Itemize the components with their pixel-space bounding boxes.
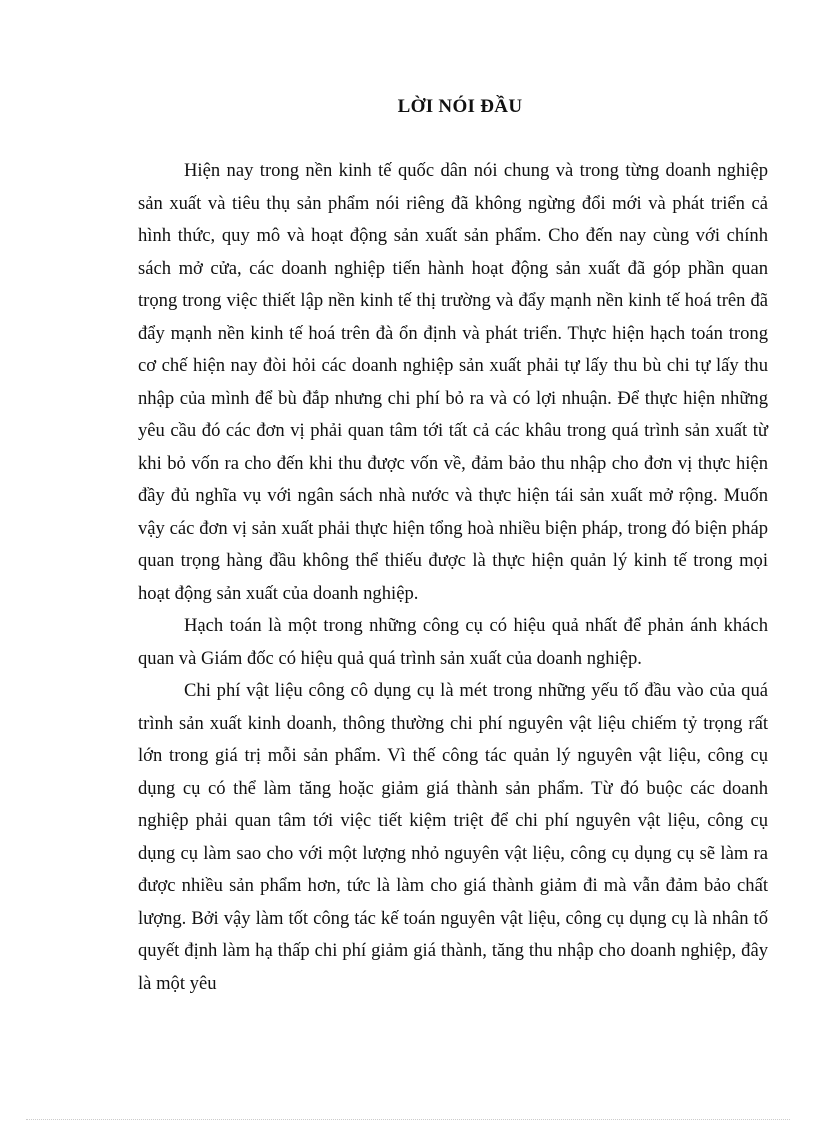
body-text	[138, 155, 768, 1000]
page-title: LỜI NÓI ĐẦU	[397, 96, 523, 117]
page-bottom-divider	[26, 1119, 790, 1120]
paragraph-1: Hiện nay trong nền kinh tế quốc dân nói chung và trong từng doanh nghiệp sản xuất và tiêu thụ sản phẩm nói riêng đã không ngừng đổi mới và phát triển cả hình thức, quy mô và hoạt động sản xuất sản phẩm. Cho đến nay cùng với chính sách mở cửa, các doanh nghiệp tiến hành hoạt động sản xuất đã góp phần quan trọng trong việc thiết lập nền kinh tế thị trường và đẩy mạnh nền kinh tế hoá trên đã đẩy mạnh nền kinh tế hoá trên đà ổn định và phát triển. Thực hiện hạch toán trong cơ chế hiện nay đòi hỏi các doanh nghiệp sản xuất phải tự lấy thu bù chi tự lấy thu nhập của mình để bù đắp nhưng chi phí bỏ ra và có lợi nhuận. Để thực hiện những yêu cầu đó các đơn vị phải quan tâm tới tất cả các khâu trong quá trình sản xuất từ khi bỏ vốn ra cho đến khi thu được vốn về, đảm bảo thu nhập cho đơn vị thực hiện đầy đủ nghĩa vụ với ngân sách nhà nước và thực hiện tái sản xuất mở rộng. Muốn vậy các đơn vị sản xuất phải thực hiện tổng hoà nhiều biện pháp, trong đó biện pháp quan trọng hàng đầu không thể thiếu được là thực hiện quản lý kinh tế trong mọi hoạt động sản xuất của doanh nghiệp.	[138, 160, 768, 604]
paragraph-2: Hạch toán là một trong những công cụ có hiệu quả nhất để phản ánh khách quan và Giám đốc có hiệu quả quá trình sản xuất của doanh nghiệp.	[138, 615, 768, 669]
paragraph-3: Chi phí vật liệu công cô dụng cụ là mét trong những yếu tố đầu vào của quá trình sản xuất kinh doanh, thông thường chi phí nguyên vật liệu chiếm tỷ trọng rất lớn trong giá trị mỗi sản phẩm. Vì thế công tác quản lý nguyên vật liệu, công cụ dụng cụ có thể làm tăng hoặc giảm giá thành sản phẩm. Từ đó buộc các doanh nghiệp phải quan tâm tới việc tiết kiệm triệt để chi phí nguyên vật liệu, công cụ dụng cụ làm sao cho với một lượng nhỏ nguyên vật liệu, công cụ dụng cụ sẽ làm ra được nhiều sản phẩm hơn, tức là làm cho giá thành giảm đi mà vẫn đảm bảo chất lượng. Bởi vậy làm tốt công tác kế toán nguyên vật liệu, công cụ dụng cụ là nhân tố quyết định làm hạ thấp chi phí giảm giá thành, tăng thu nhập cho doanh nghiệp, đây là một yêu	[138, 680, 768, 994]
